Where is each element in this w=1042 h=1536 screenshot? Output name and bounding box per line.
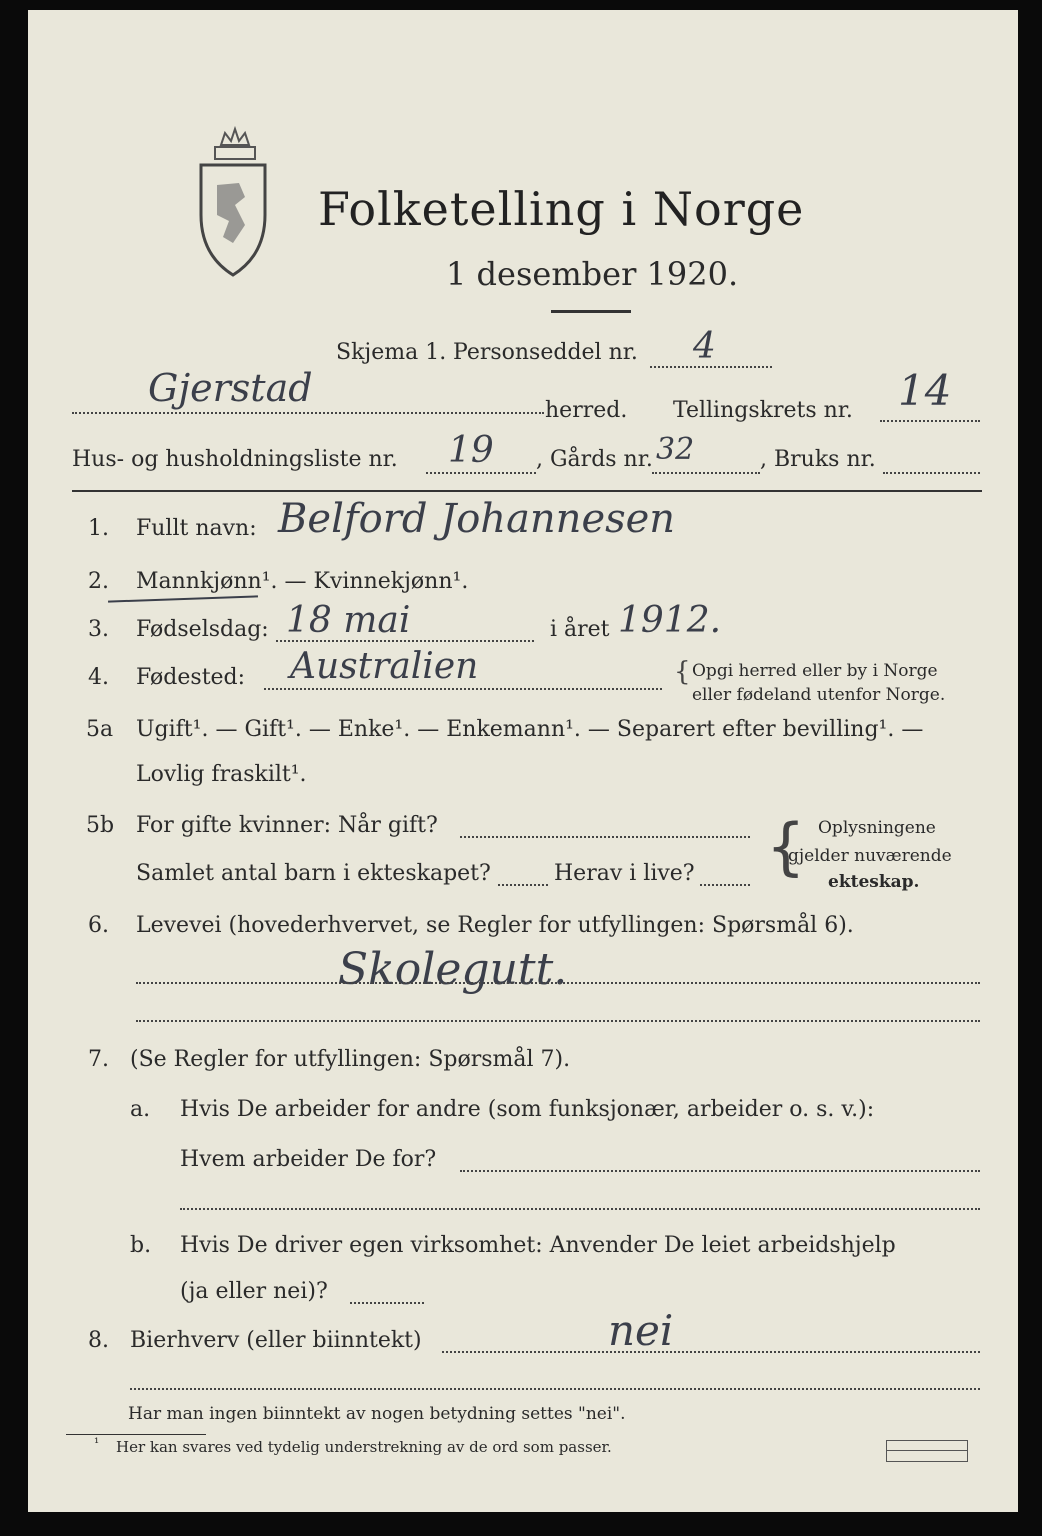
q7-number: 7. — [88, 1047, 109, 1072]
header-separator — [72, 490, 982, 492]
census-date: 1 desember 1920. — [446, 255, 739, 293]
q4-note-line1: Opgi herred eller by i Norge — [692, 661, 938, 681]
q5b-note-line3: ekteskap. — [828, 872, 920, 892]
q3-number: 3. — [88, 617, 109, 642]
q5b-note-line2: gjelder nuværende — [788, 846, 952, 866]
q8-line — [442, 1351, 980, 1353]
q4-number: 4. — [88, 665, 109, 690]
q5b-note-line1: Oplysningene — [818, 818, 936, 838]
gards-line — [652, 472, 760, 474]
q5b-alive-line — [700, 884, 750, 886]
q7a-label: Hvis De arbeider for andre (som funksjonær, arbeider o. s. v.): — [180, 1097, 875, 1122]
q6-line-2 — [136, 1020, 980, 1022]
q2-underline-mark — [108, 595, 258, 602]
q3-label: Fødselsdag: — [136, 617, 269, 642]
q4-birthplace-value[interactable]: Australien — [290, 646, 479, 687]
q5b-married-when-line — [460, 836, 750, 838]
q5b-alive-label: Herav i live? — [554, 861, 695, 886]
herred-line — [72, 412, 544, 414]
printer-stamp-logo — [886, 1440, 968, 1462]
footnote-text: Her kan svares ved tydelig understrekning av de ord som passer. — [116, 1438, 612, 1456]
bruks-label: , Bruks nr. — [760, 447, 876, 472]
q1-label: Fullt navn: — [136, 516, 257, 541]
q5a-marital-options: Ugift¹. — Gift¹. — Enke¹. — Enkemann¹. — Separert efter bevilling¹. — — [136, 717, 924, 742]
personseddel-value[interactable]: 4 — [693, 326, 716, 367]
q6-number: 6. — [88, 913, 109, 938]
q5a-marital-options-cont: Lovlig fraskilt¹. — [136, 762, 307, 787]
q7a-letter: a. — [130, 1097, 151, 1122]
q4-brace: { — [674, 657, 691, 687]
q3-birthday-value[interactable]: 18 mai — [286, 600, 411, 641]
q8-number: 8. — [88, 1328, 109, 1353]
personseddel-label: Personseddel nr. — [453, 340, 638, 365]
q1-number: 1. — [88, 516, 109, 541]
q8-note: Har man ingen biinntekt av nogen betydning settes "nei". — [128, 1404, 626, 1424]
q6-label: Levevei (hovederhvervet, se Regler for utfyllingen: Spørsmål 6). — [136, 913, 854, 938]
q5b-number: 5b — [86, 813, 115, 838]
q2-number: 2. — [88, 569, 109, 594]
q8-line-2 — [130, 1388, 980, 1390]
q6-line-1 — [136, 982, 980, 984]
footnote-mark: ¹ — [94, 1436, 100, 1451]
skjema-label: Skjema 1. — [336, 340, 447, 365]
tellingskrets-line — [880, 420, 980, 422]
q5b-brace: { — [766, 810, 806, 883]
bruks-line — [883, 472, 980, 474]
q5b-children-label: Samlet antal barn i ekteskapet? — [136, 861, 491, 886]
hus-label: Hus- og husholdningsliste nr. — [72, 447, 398, 472]
census-form-page — [28, 10, 1018, 1512]
q3-year-value[interactable]: 1912. — [618, 600, 722, 641]
q2-sex-options: Mannkjønn¹. — Kvinnekjønn¹. — [136, 569, 469, 594]
hus-line — [426, 472, 536, 474]
q8-side-income-value[interactable]: nei — [608, 1306, 674, 1355]
form-title: Folketelling i Norge — [318, 182, 805, 236]
herred-value[interactable]: Gjerstad — [148, 366, 313, 410]
q4-label: Fødested: — [136, 665, 246, 690]
q4-note-line2: eller fødeland utenfor Norge. — [692, 685, 946, 705]
q1-full-name-value[interactable]: Belford Johannesen — [278, 496, 676, 542]
footnote-rule — [66, 1434, 206, 1435]
q7-label: (Se Regler for utfyllingen: Spørsmål 7). — [130, 1047, 571, 1072]
q7b-label: Hvis De driver egen virksomhet: Anvender De leiet arbeidshjelp — [180, 1233, 896, 1258]
q4-line — [264, 688, 662, 690]
tellingskrets-value[interactable]: 14 — [898, 366, 952, 415]
q7a-employer-line — [460, 1170, 980, 1172]
q3-year-label: i året — [550, 617, 610, 642]
q7b-yes-no-label: (ja eller nei)? — [180, 1279, 328, 1304]
q7b-letter: b. — [130, 1233, 152, 1258]
coat-of-arms-icon — [193, 125, 273, 280]
q7a-line-2 — [180, 1208, 980, 1210]
title-divider — [551, 310, 631, 313]
hus-value[interactable]: 19 — [448, 430, 494, 471]
q7b-yes-no-line — [350, 1302, 424, 1304]
gards-value[interactable]: 32 — [656, 432, 695, 467]
q5b-married-when-label: For gifte kvinner: Når gift? — [136, 813, 438, 838]
q5b-children-line — [498, 884, 548, 886]
q7a-employer-label: Hvem arbeider De for? — [180, 1147, 437, 1172]
q6-occupation-value[interactable]: Skolegutt. — [338, 944, 568, 995]
tellingskrets-label: Tellingskrets nr. — [673, 398, 853, 423]
q8-label: Bierhverv (eller biinntekt) — [130, 1328, 422, 1353]
gards-label: , Gårds nr. — [536, 447, 653, 472]
q5a-number: 5a — [86, 717, 114, 742]
herred-label: herred. — [545, 398, 628, 423]
